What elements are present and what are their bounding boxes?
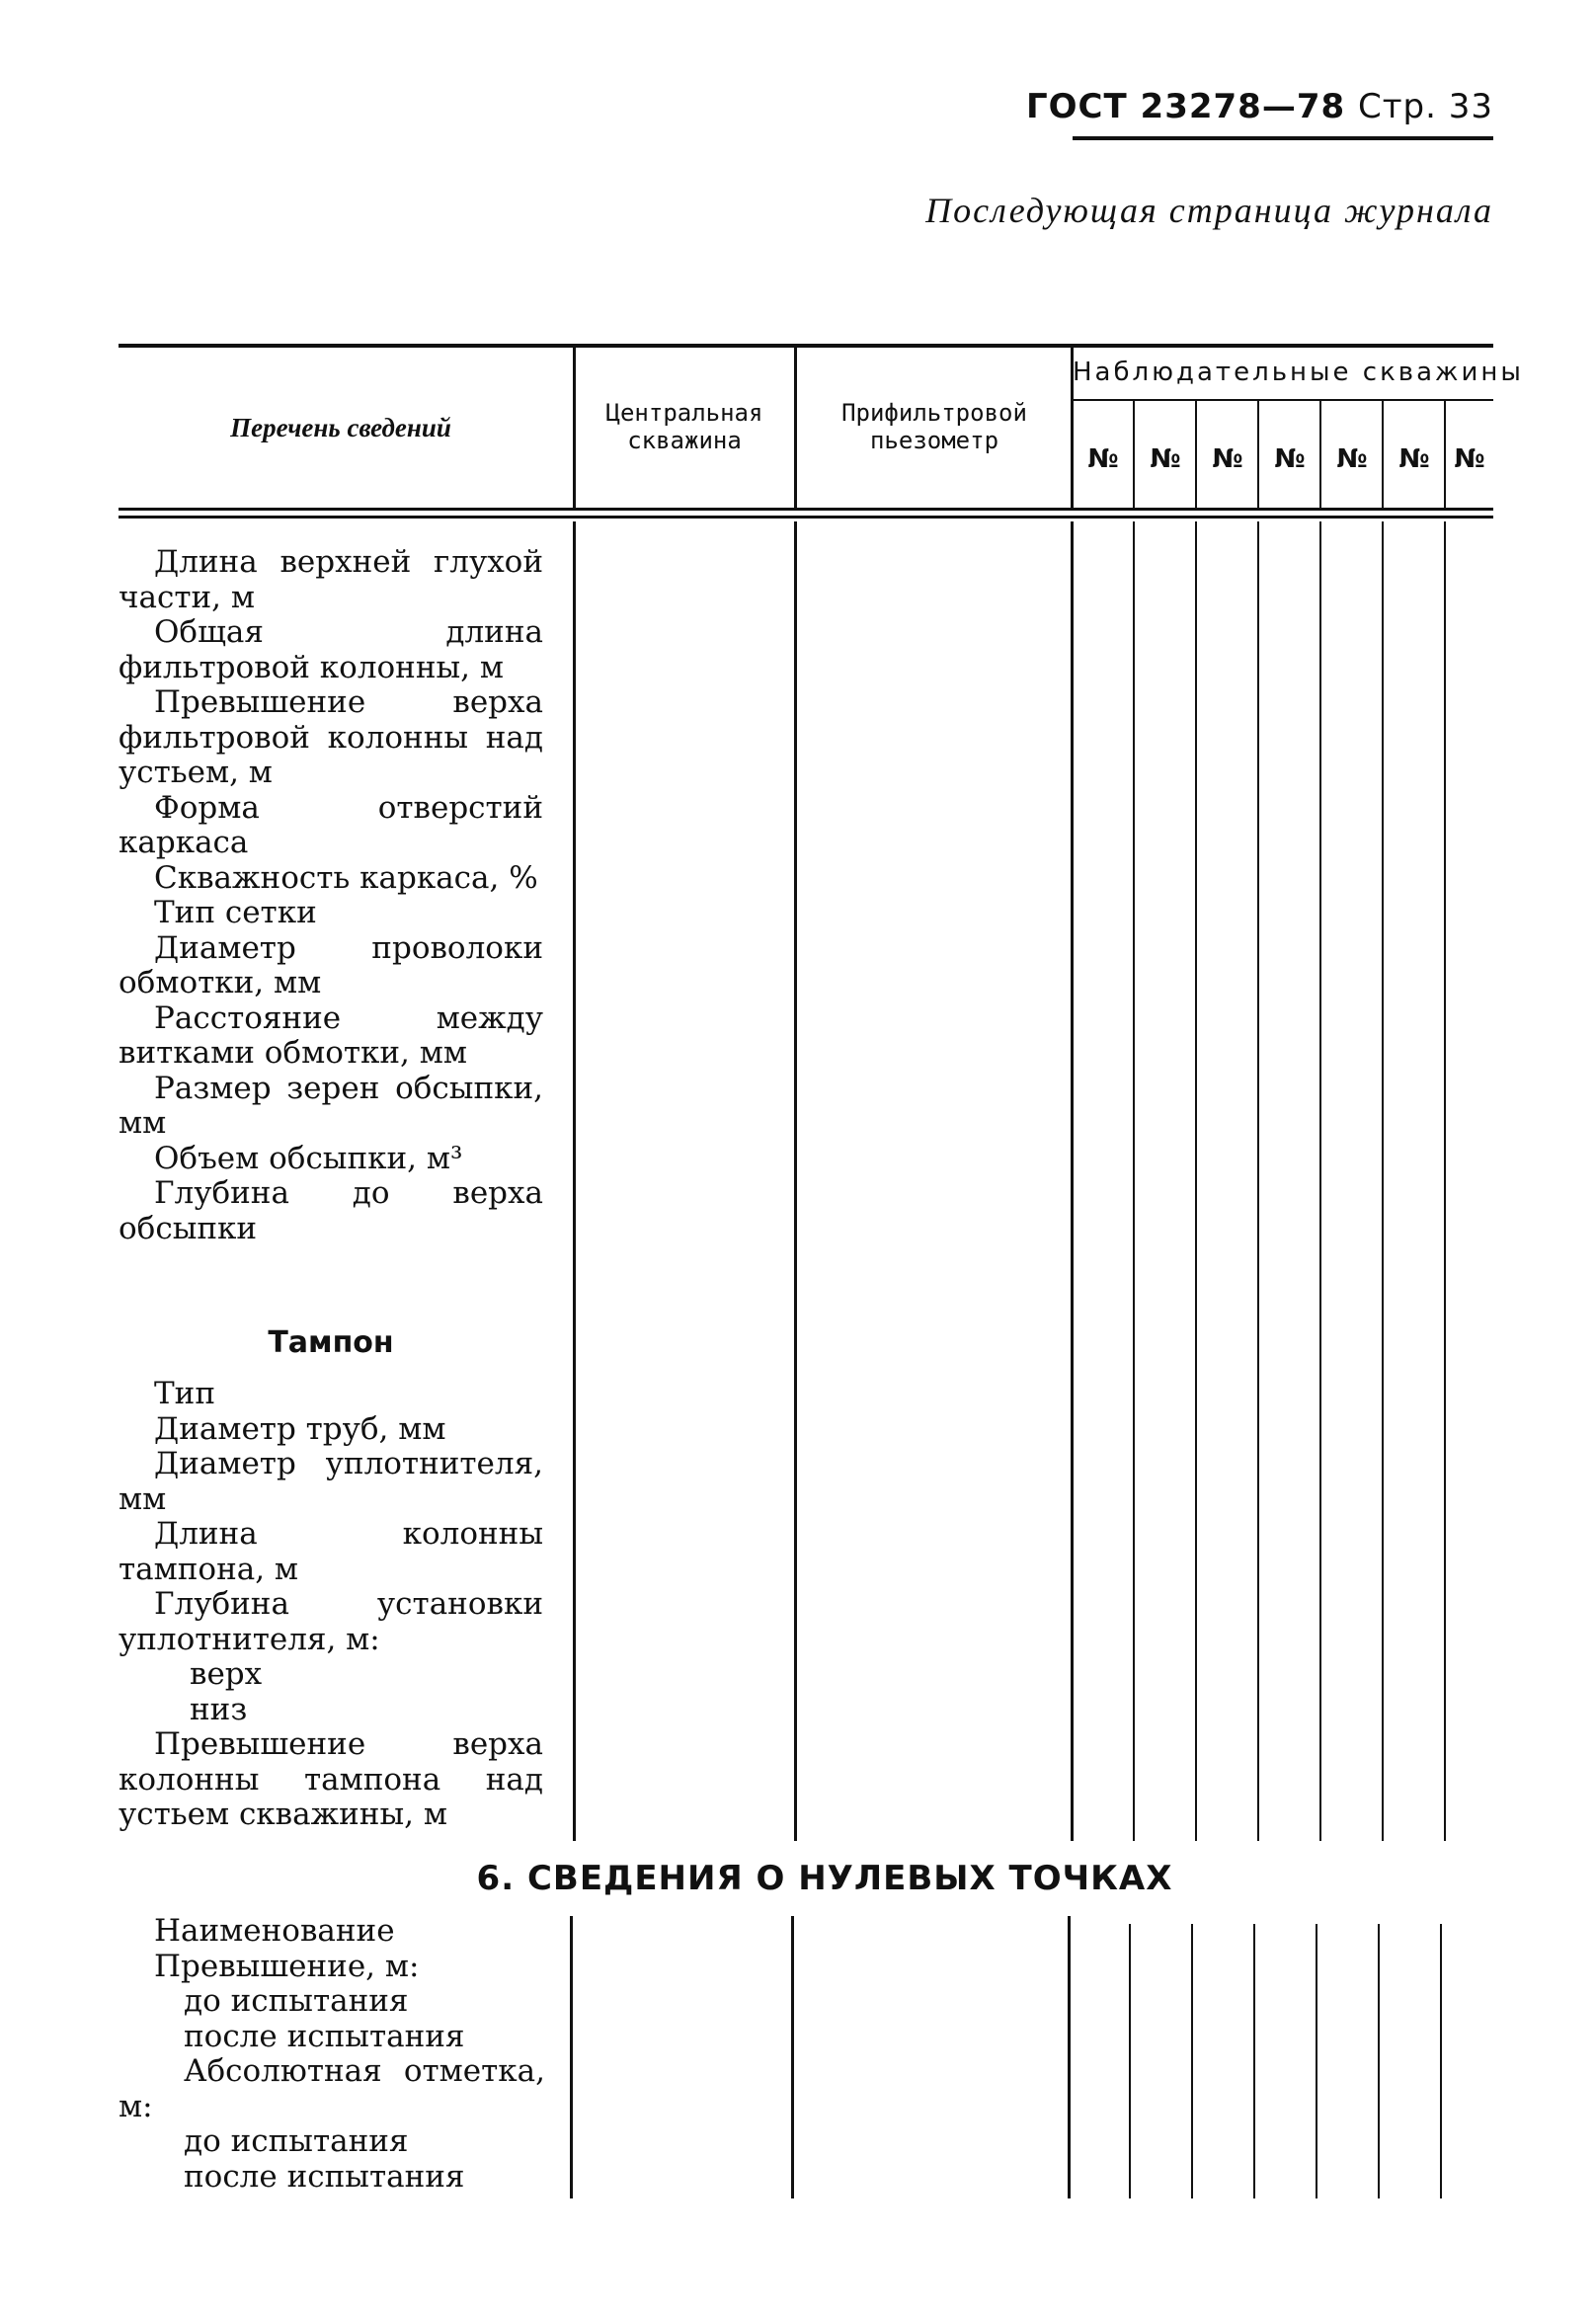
table-row-label: Превышение верха фильтровой колонны над устьем, м — [119, 684, 543, 790]
table-row-label: Тип — [154, 1376, 215, 1411]
body-num-line-4 — [1319, 521, 1321, 1841]
table-row-label: Длина колонны тампона, м — [119, 1516, 543, 1587]
table-row-label: Форма отверстий каркаса — [119, 789, 543, 860]
header-bottom-rule — [119, 508, 1493, 511]
table-row-label: Длина верхней глухой части, м — [119, 544, 543, 615]
header-bottom-rule-2 — [119, 516, 1493, 519]
column-header-number-4: № — [1274, 444, 1306, 474]
body2-col-line-2 — [791, 1916, 794, 2198]
table-top-rule — [119, 344, 1493, 348]
table-row-label: до испытания — [184, 1983, 409, 2019]
body-num-line-6 — [1444, 521, 1446, 1841]
body-num-line-2 — [1195, 521, 1197, 1841]
table-row-label: Скважность каркаса, % — [154, 859, 538, 896]
body2-col-line-3 — [1068, 1916, 1071, 2198]
column-header-number-7: № — [1454, 444, 1485, 474]
tampon-rows — [119, 1377, 543, 1833]
body2-col-line-1 — [570, 1916, 573, 2198]
body-col-line-2 — [794, 521, 797, 1841]
table-row-label: Общая длина фильтровой колонны, м — [119, 614, 543, 685]
table-row-label: после испытания — [184, 2018, 465, 2054]
body-col-line-3 — [1071, 521, 1074, 1841]
section-title: 6. СВЕДЕНИЯ О НУЛЕВЫХ ТОЧКАХ — [476, 1859, 1173, 1898]
body2-num-line-4 — [1316, 1924, 1317, 2198]
page-number: Стр. 33 — [1357, 87, 1493, 126]
filter-rows — [119, 545, 543, 1246]
table-row-label: до испытания — [184, 2123, 409, 2159]
tampon-heading: Тампон — [268, 1325, 394, 1360]
column-header-number-6: № — [1398, 444, 1430, 474]
table-row-label: низ — [190, 1691, 248, 1727]
table-row-label: Объем обсыпки, м³ — [154, 1140, 463, 1176]
body-col-line-1 — [573, 521, 576, 1841]
body2-num-line-2 — [1191, 1924, 1193, 2198]
table-row-label: Абсолютная отметка, м: — [119, 2053, 545, 2124]
page-subtitle: Последующая страница журнала — [925, 191, 1493, 230]
column-header-number-5: № — [1336, 444, 1368, 474]
table-row-label: Диаметр проволоки обмотки, мм — [119, 929, 543, 1000]
table-row-label: Расстояние между витками обмотки, мм — [119, 999, 543, 1071]
section6-rows — [119, 1914, 545, 2195]
body-num-line-3 — [1257, 521, 1259, 1841]
body-num-line-1 — [1133, 521, 1135, 1841]
body-num-line-5 — [1382, 521, 1384, 1841]
standard-code: ГОСТ 23278—78 — [1025, 87, 1346, 126]
body2-num-line-1 — [1129, 1924, 1131, 2198]
header-rule — [1073, 136, 1493, 140]
column-header-number-2: № — [1150, 444, 1181, 474]
table-row-label: после испытания — [184, 2158, 465, 2195]
table-row-label: Превышение, м: — [154, 1948, 420, 1984]
column-header-piezometer: Прифильтровой пьезометр — [841, 399, 1027, 454]
column-header-number-1: № — [1087, 444, 1119, 474]
table-row-label: Глубина до верха обсыпки — [119, 1175, 543, 1246]
standard-header — [1026, 87, 1493, 126]
body2-num-line-3 — [1253, 1924, 1255, 2198]
header-col-line-2 — [794, 348, 797, 508]
table-row-label: Превышение верха колонны тампона над устьем скважины, м — [119, 1726, 543, 1832]
observation-group-rule — [1073, 399, 1493, 401]
table-row-label: Тип сетки — [154, 895, 317, 930]
table-row-label: Глубина установки уплотнителя, м: — [119, 1586, 543, 1657]
body2-num-line-5 — [1378, 1924, 1380, 2198]
table-row-label: Диаметр уплотнителя, мм — [119, 1446, 543, 1517]
body2-num-line-6 — [1440, 1924, 1442, 2198]
column-header-observation-wells: Наблюдательные скважины — [1073, 358, 1524, 387]
table-row-label: Диаметр труб, мм — [154, 1410, 446, 1447]
table-row-label: верх — [190, 1656, 263, 1692]
column-header-number-3: № — [1212, 444, 1243, 474]
table-row-label: Наименование — [154, 1913, 395, 1949]
table-row-label: Размер зерен обсыпки, мм — [119, 1070, 543, 1141]
column-header-central-well: Центральная скважина — [605, 399, 763, 454]
column-header-list: Перечень сведений — [230, 413, 451, 442]
header-col-line-1 — [573, 348, 576, 508]
